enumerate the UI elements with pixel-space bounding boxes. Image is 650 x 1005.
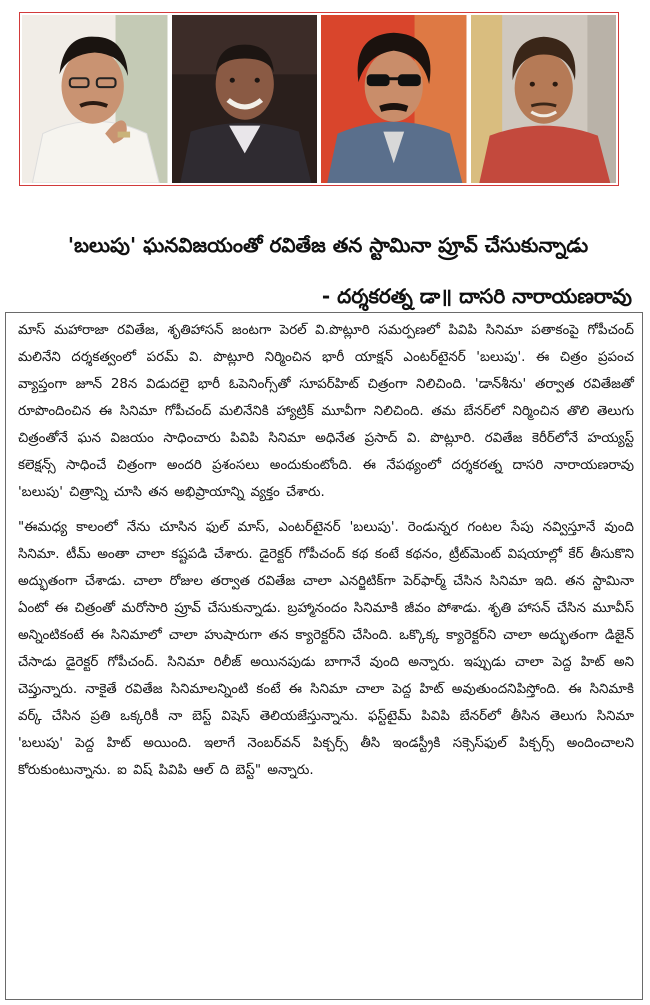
article-body bbox=[5, 312, 643, 1000]
photo-gopichand bbox=[471, 15, 617, 183]
article-paragraph-quote: "ఈమధ్య కాలంలో నేను చూసిన ఫుల్ మాస్, ఎంటర్‌టైనర్ 'బలుపు'. రెండున్నర గంటల సేపు నవ్విస్తూనే వుంది సినిమా. టీమ్ అంతా చాలా కష్టపడి చేశారు. డైరెక్టర్ గోపీచంద్ కథ కంటే కథనం, ట్రీట్‌మెంట్ విషయాల్లో కేర్ తీసుకొని అద్భుతంగా చేశాడు. చాలా రోజుల తర్వాత రవితేజ చాలా ఎనర్జిటిక్‌గా పెర్‌ఫార్మ్ చేసిన సినిమా ఇది. తన స్టామినా ఏంటో ఈ చిత్రంతో మరోసారి ప్రూవ్ చేసుకున్నాడు. బ్రహ్మానందం సినిమాకి జీవం పోశాడు. శృతి హాసన్ చేసిన మూవీస్ అన్నింటికంటే ఈ సినిమాలో చాలా హుషారుగా తన క్యారెక్టర్‌ని చేసింది. ఒక్కొక్క క్యారెక్టర్‌ని చాలా అద్భుతంగా డిజైన్ చేసాడు డైరెక్టర్ గోపీచంద్. సినిమా రిలీజ్ అయినపుడు బాగానే వుంది అన్నారు. ఇప్పుడు చాలా పెద్ద హిట్ అని చెప్తున్నారు. నాకైతే రవితేజ సినిమాలన్నింటి కంటే ఈ సినిమా చాలా పెద్ద హిట్ అవుతుందనిపిస్తోంది. ఈ సినిమాకి వర్క్ చేసిన ప్రతి ఒక్కరికీ నా బెస్ట్ విషెస్ తెలియజేస్తున్నాను. ఫస్ట్‌టైమ్ పివిపి బేనర్‌లో తీసిన తెలుగు సినిమా 'బలుపు' పెద్ద హిట్ అయింది. ఇలాగే నెంబర్‌వన్ పిక్చర్స్ తీసి ఇండస్ట్రీకి సక్సెస్‌ఫుల్ పిక్చర్స్ అందించాలని కోరుకుంటున్నాను. ఐ విష్ పివిపి ఆల్ ది బెస్ట్" అన్నారు. bbox=[18, 520, 634, 778]
photo-raviteja bbox=[321, 15, 467, 183]
article-headline: 'బలుపు' ఘనవిజయంతో రవితేజ తన స్టామినా ప్రూవ్ చేసుకున్నాడు bbox=[67, 233, 589, 257]
article-byline: - దర్శకరత్న డా॥ దాసరి నారాయణరావు bbox=[321, 284, 632, 308]
article-paragraph-intro: మాస్ మహారాజా రవితేజ, శృతిహాసన్ జంటగా పెరల్ వి.పొట్లూరి సమర్పణలో పివిపి సినిమా పతాకంపై గోపీచంద్ మలినేని దర్శకత్వంలో పరమ్ వి. పొట్లూరి నిర్మించిన భారీ యాక్షన్ ఎంటర్‌టైనర్ 'బలుపు'. ఈ చిత్రం ప్రపంచ వ్యాప్తంగా జూన్ 28న విడుదలై భారీ ఓపెనింగ్స్‌తో సూపర్‌హిట్ చిత్రంగా నిలిచింది. 'డాన్‌శీను' తర్వాత రవితేజతో రూపొందించిన ఈ సినిమా గోపీచంద్ మలినేనికి హ్యాట్రిక్ మూవీగా నిలిచింది. తమ బేనర్‌లో నిర్మించిన తొలి తెలుగు చిత్రంతోనే ఘన విజయం సాధించారు పివిపి సినిమా అధినేత ప్రసాద్ వి. పొట్లూరి. రవితేజ కెరీర్‌లోనే హయ్యస్ట్ కలెక్షన్స్ సాధించే చిత్రంగా అందరి ప్రశంసలు అందుకుంటోంది. ఈ నేపథ్యంలో దర్శకరత్న దాసరి నారాయణరావు 'బలుపు' చిత్రాన్ని చూసి తన అభిప్రాయాన్ని వ్యక్తం చేశారు. bbox=[18, 323, 634, 500]
photo-strip bbox=[19, 12, 619, 186]
photo-prasad bbox=[172, 15, 318, 183]
photo-dasari bbox=[22, 15, 168, 183]
